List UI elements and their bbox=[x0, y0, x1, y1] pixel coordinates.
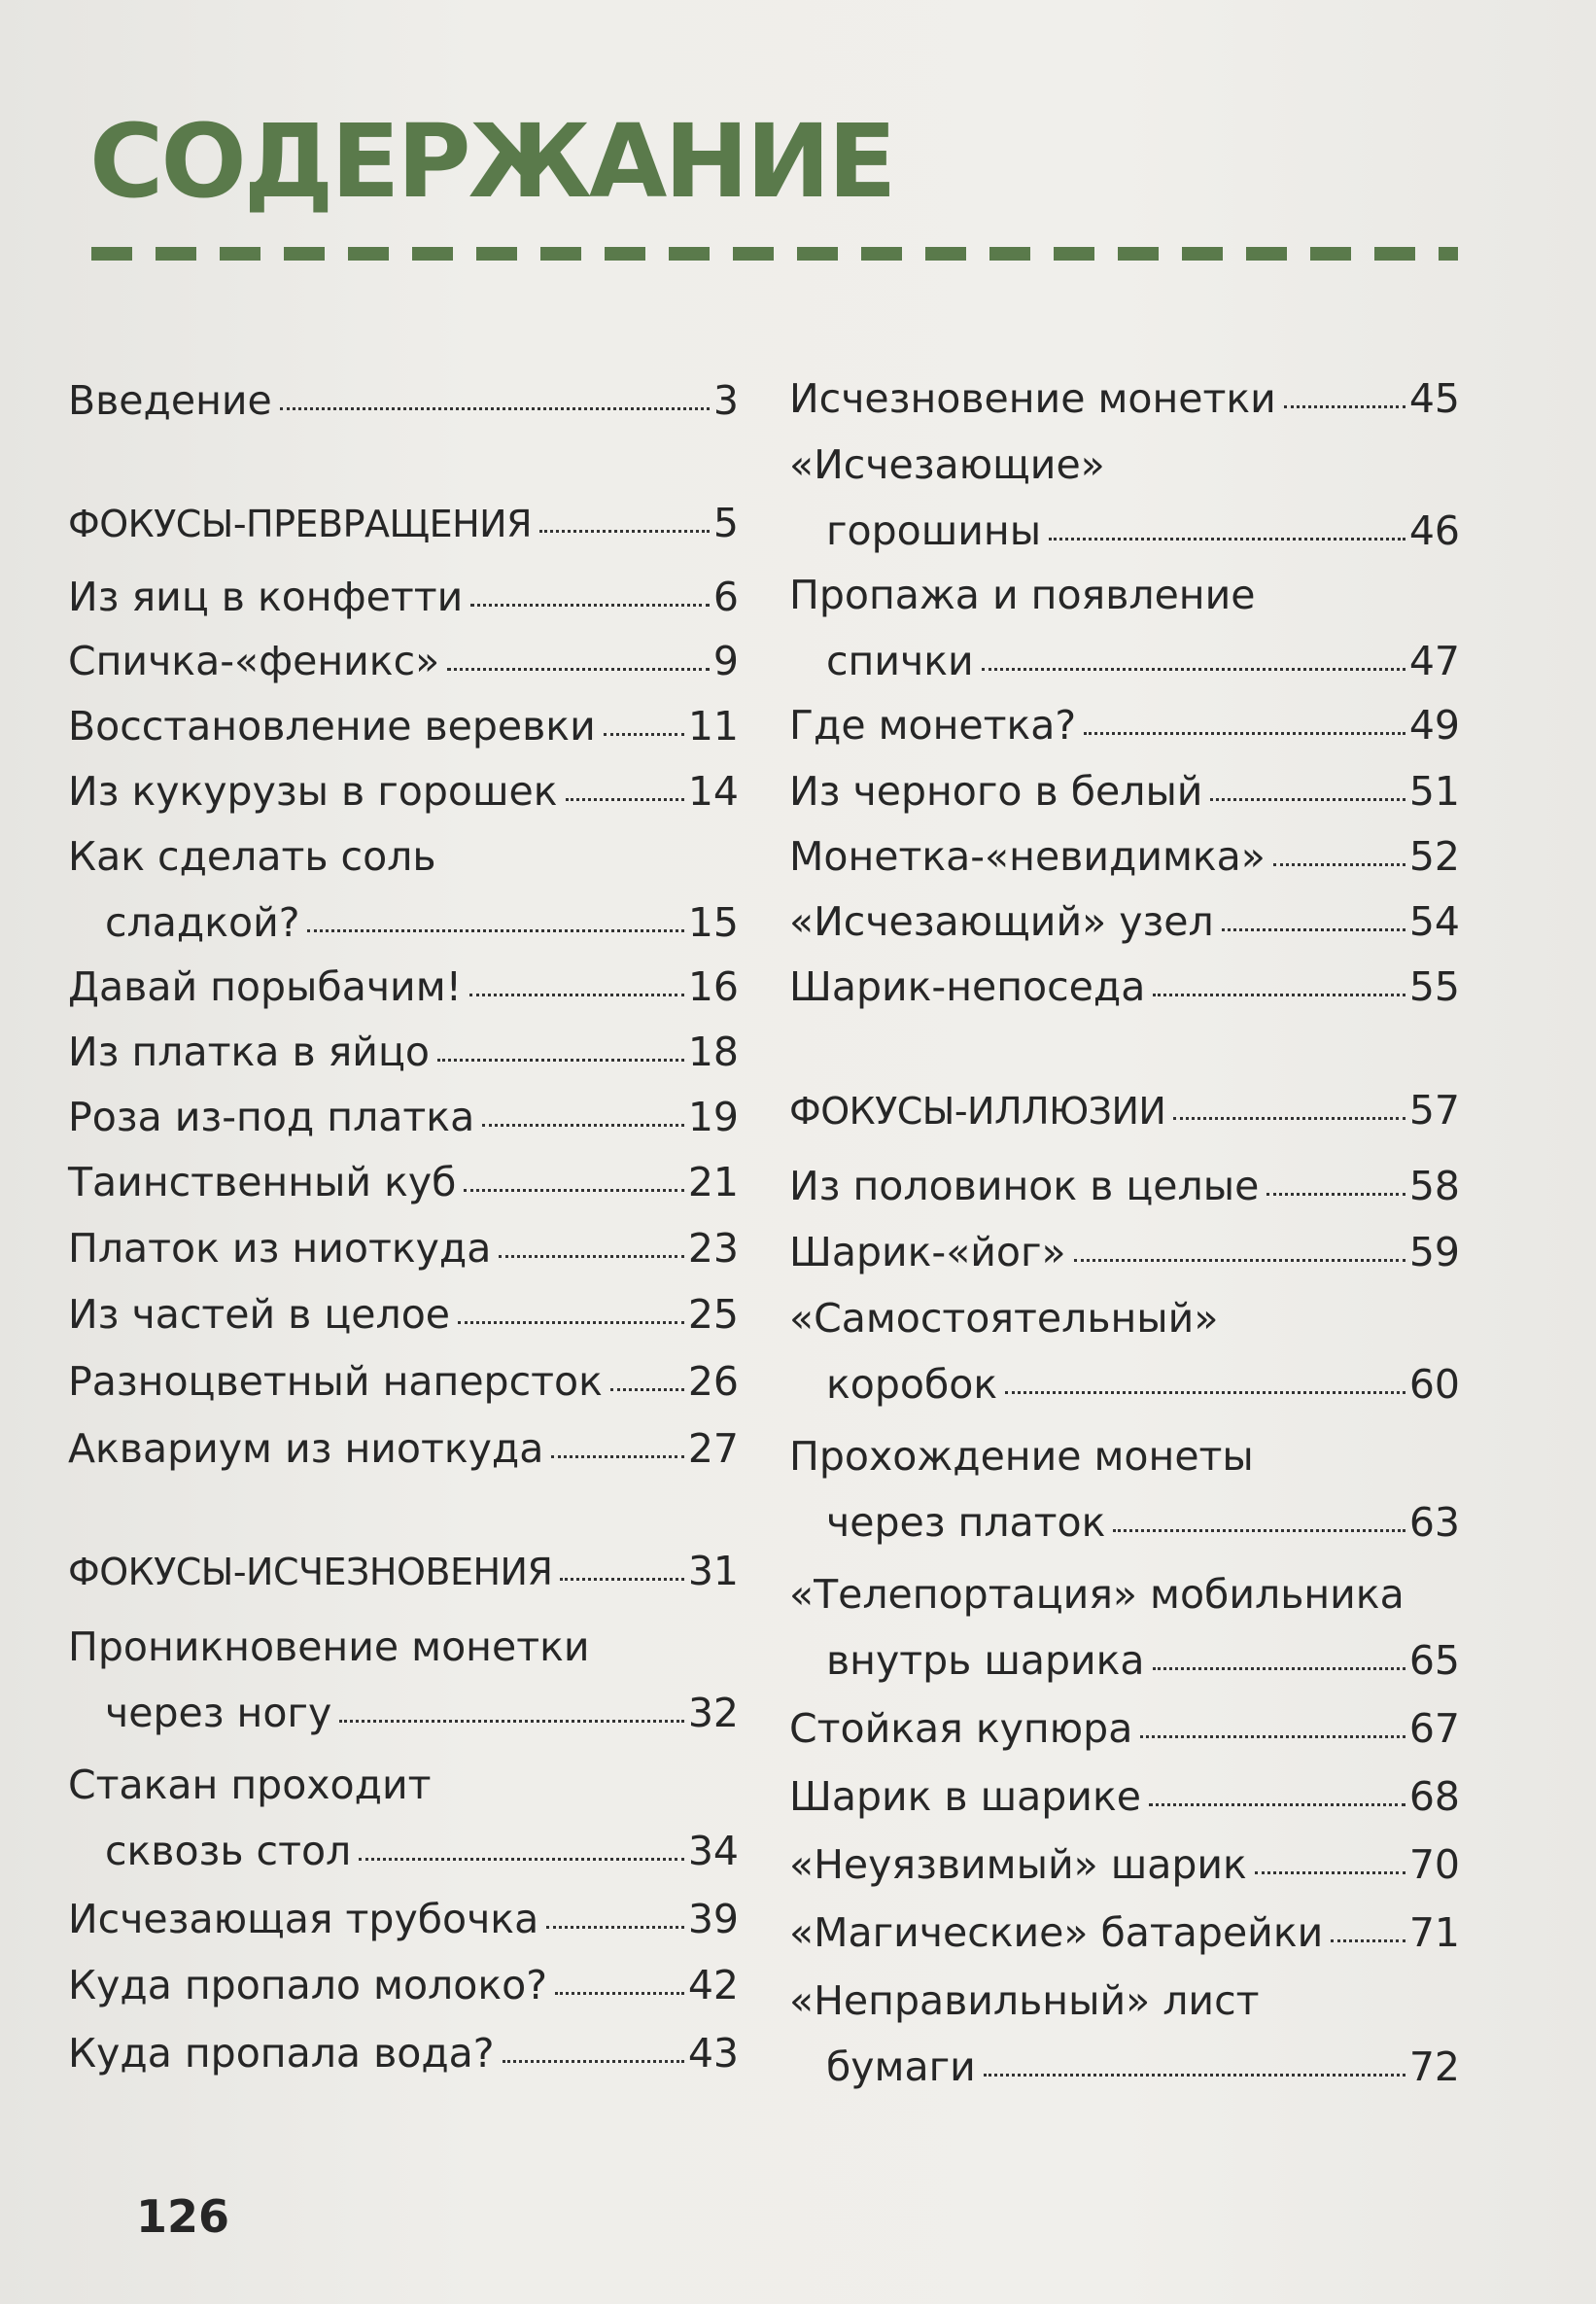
toc-page-number: 43 bbox=[687, 2030, 739, 2077]
toc-page-number: 65 bbox=[1408, 1637, 1460, 1684]
dot-leader bbox=[1084, 732, 1405, 735]
dot-leader bbox=[1149, 1803, 1405, 1806]
dot-leader bbox=[604, 733, 684, 736]
toc-entry-title: «Неуязвимый» шарик bbox=[789, 1841, 1247, 1888]
toc-page-number: 71 bbox=[1408, 1909, 1460, 1956]
toc-entry-line bbox=[789, 1839, 1460, 1890]
toc-entry-line bbox=[789, 1975, 1460, 2026]
toc-entry-line bbox=[68, 1223, 739, 1274]
toc-page-number: 21 bbox=[687, 1159, 739, 1205]
toc-entry bbox=[68, 961, 739, 1012]
dot-leader bbox=[469, 994, 684, 996]
dot-leader bbox=[458, 1321, 684, 1324]
dot-leader bbox=[437, 1059, 684, 1062]
dot-leader bbox=[339, 1720, 684, 1723]
toc-entry bbox=[789, 1975, 1460, 2092]
toc-section-heading bbox=[68, 1546, 739, 1597]
toc-page-number: 60 bbox=[1408, 1361, 1460, 1408]
toc-entry-title: «Неправильный» лист bbox=[789, 1977, 1260, 2024]
toc-page-number: 5 bbox=[712, 500, 739, 546]
toc-entry bbox=[68, 831, 739, 948]
dot-leader bbox=[610, 1388, 684, 1391]
dot-leader bbox=[551, 1455, 683, 1458]
toc-entry-line bbox=[68, 1622, 739, 1672]
dot-leader bbox=[1331, 1939, 1405, 1942]
toc-entry-line bbox=[68, 897, 739, 948]
dot-leader bbox=[482, 1124, 684, 1127]
toc-entry-line bbox=[789, 1431, 1460, 1482]
toc-page-number: 42 bbox=[687, 1962, 739, 2008]
toc-section-heading bbox=[68, 498, 739, 549]
toc-entry-line bbox=[68, 1289, 739, 1340]
toc-entry-line bbox=[789, 439, 1460, 490]
dot-leader bbox=[307, 929, 683, 932]
toc-entry bbox=[68, 766, 739, 817]
toc-entry bbox=[789, 1569, 1460, 1686]
dot-leader bbox=[1255, 1871, 1405, 1874]
toc-entry-title: Из платка в яйцо bbox=[68, 1029, 430, 1075]
toc-entry-line bbox=[68, 572, 739, 622]
toc-page-number: 45 bbox=[1408, 375, 1460, 422]
toc-entry-line bbox=[68, 1092, 739, 1142]
toc-entry bbox=[68, 1423, 739, 1474]
toc-entry-title: Введение bbox=[68, 377, 272, 424]
dot-leader bbox=[1049, 538, 1405, 541]
toc-entry-line bbox=[789, 1085, 1460, 1136]
toc-entry-title: «Магические» батарейки bbox=[789, 1909, 1324, 1956]
toc-entry bbox=[789, 1907, 1460, 1958]
toc-entry-line bbox=[789, 766, 1460, 817]
toc-entry-title: Шарик-«йог» bbox=[789, 1229, 1066, 1275]
toc-entry-title: Давай порыбачим! bbox=[68, 963, 463, 1010]
dot-leader bbox=[1273, 863, 1405, 866]
toc-page-number: 49 bbox=[1408, 702, 1460, 749]
toc-entry bbox=[789, 1293, 1460, 1410]
toc-page-number: 32 bbox=[687, 1690, 739, 1736]
dot-leader bbox=[1266, 1193, 1405, 1196]
toc-entry-title: Проникновение монетки bbox=[68, 1623, 590, 1670]
toc-page-number: 63 bbox=[1408, 1499, 1460, 1546]
toc-entry-title: Стойкая купюра bbox=[789, 1705, 1133, 1752]
toc-entry-line bbox=[68, 1760, 739, 1810]
toc-entry-title: Спичка-«феникс» bbox=[68, 638, 440, 684]
dot-leader bbox=[1173, 1117, 1405, 1120]
toc-entry bbox=[68, 572, 739, 622]
dot-leader bbox=[1153, 994, 1405, 996]
toc-entry-title: Из черного в белый bbox=[789, 768, 1203, 815]
toc-entry-line bbox=[789, 1569, 1460, 1620]
toc-page-number: 16 bbox=[687, 963, 739, 1010]
toc-entry-title: Роза из-под платка bbox=[68, 1094, 475, 1140]
toc-entry-title: ФОКУСЫ-ИЛЛЮЗИИ bbox=[789, 1090, 1166, 1133]
dot-leader bbox=[984, 2074, 1405, 2077]
toc-page-number: 25 bbox=[687, 1291, 739, 1338]
toc-entry bbox=[789, 896, 1460, 947]
toc-entry bbox=[789, 961, 1460, 1012]
toc-entry-title: Аквариум из ниоткуда bbox=[68, 1425, 544, 1472]
toc-entry bbox=[68, 375, 739, 426]
toc-page-number: 52 bbox=[1408, 833, 1460, 880]
toc-entry-title: сквозь стол bbox=[105, 1828, 352, 1874]
toc-entry-line bbox=[789, 1703, 1460, 1754]
toc-entry-title: «Исчезающий» узел bbox=[789, 898, 1214, 945]
toc-page-number: 11 bbox=[687, 703, 739, 750]
dot-leader bbox=[560, 1578, 683, 1581]
toc-page-number: 46 bbox=[1408, 507, 1460, 554]
toc-entry-title: Из половинок в целые bbox=[789, 1163, 1260, 1209]
dot-leader bbox=[503, 2060, 684, 2063]
dot-leader bbox=[1222, 928, 1405, 931]
toc-entry-line bbox=[789, 506, 1460, 556]
toc-entry-line bbox=[789, 1293, 1460, 1344]
toc-entry-line bbox=[789, 1227, 1460, 1277]
dot-leader bbox=[982, 668, 1405, 671]
toc-entry-title: Исчезающая трубочка bbox=[68, 1896, 539, 1942]
toc-page-number: 54 bbox=[1408, 898, 1460, 945]
toc-entry-title: Прохождение монеты bbox=[789, 1433, 1254, 1480]
toc-section-heading bbox=[789, 1085, 1460, 1136]
toc-entry bbox=[68, 1289, 739, 1340]
toc-entry-line bbox=[68, 701, 739, 751]
toc-page-number: 34 bbox=[687, 1828, 739, 1874]
toc-entry-title: Монетка-«невидимка» bbox=[789, 833, 1266, 880]
dot-leader bbox=[1074, 1259, 1405, 1262]
toc-entry bbox=[789, 1703, 1460, 1754]
toc-entry bbox=[789, 1431, 1460, 1548]
toc-page-number: 55 bbox=[1408, 963, 1460, 1010]
toc-entry-title: ФОКУСЫ-ИСЧЕЗНОВЕНИЯ bbox=[68, 1551, 553, 1593]
toc-entry bbox=[789, 700, 1460, 751]
toc-entry-line bbox=[789, 896, 1460, 947]
toc-entry bbox=[789, 1227, 1460, 1277]
toc-page-number: 59 bbox=[1408, 1229, 1460, 1275]
toc-entry-line bbox=[789, 961, 1460, 1012]
toc-page-number: 26 bbox=[687, 1358, 739, 1405]
toc-entry bbox=[68, 1157, 739, 1207]
toc-entry-title: Куда пропало молоко? bbox=[68, 1962, 547, 2008]
toc-page-number: 51 bbox=[1408, 768, 1460, 815]
toc-page-number: 23 bbox=[687, 1225, 739, 1272]
toc-page-number: 18 bbox=[687, 1029, 739, 1075]
toc-entry-line bbox=[789, 570, 1460, 620]
toc-entry-title: Как сделать соль bbox=[68, 833, 436, 880]
toc-entry bbox=[68, 2028, 739, 2078]
toc-entry-line bbox=[789, 2042, 1460, 2092]
toc-entry-title: Разноцветный наперсток bbox=[68, 1358, 603, 1405]
dot-leader bbox=[1284, 405, 1405, 408]
toc-page-number: 72 bbox=[1408, 2043, 1460, 2090]
dot-leader bbox=[470, 604, 710, 607]
toc-entry-line bbox=[789, 1635, 1460, 1686]
toc-entry-title: Шарик-непоседа bbox=[789, 963, 1146, 1010]
dot-leader bbox=[1153, 1667, 1405, 1670]
dot-leader bbox=[447, 668, 710, 671]
toc-page-number: 31 bbox=[687, 1548, 739, 1594]
toc-entry-title: горошины bbox=[826, 507, 1042, 554]
toc-entry bbox=[68, 1356, 739, 1407]
toc-page-number: 57 bbox=[1408, 1087, 1460, 1134]
toc-entry-line bbox=[789, 1359, 1460, 1410]
toc-entry-line bbox=[68, 1688, 739, 1738]
toc-entry-line bbox=[68, 1826, 739, 1876]
toc-entry-title: Где монетка? bbox=[789, 702, 1077, 749]
dot-leader bbox=[1113, 1529, 1405, 1532]
toc-entry bbox=[789, 1771, 1460, 1822]
toc-entry-title: через платок bbox=[826, 1499, 1106, 1546]
page-number: 126 bbox=[136, 2190, 230, 2243]
toc-entry-title: «Телепортация» мобильника bbox=[789, 1571, 1405, 1618]
toc-entry-title: Шарик в шарике bbox=[789, 1773, 1141, 1820]
dot-leader bbox=[1210, 798, 1405, 801]
toc-entry bbox=[789, 439, 1460, 556]
toc-entry bbox=[68, 1027, 739, 1077]
toc-entry-line bbox=[789, 831, 1460, 882]
dot-leader bbox=[280, 407, 710, 410]
toc-entry-line bbox=[68, 375, 739, 426]
toc-entry-title: спички bbox=[826, 638, 974, 684]
dot-leader bbox=[539, 530, 710, 533]
toc-entry-line bbox=[789, 700, 1460, 751]
dot-leader bbox=[499, 1255, 684, 1258]
toc-entry-line bbox=[789, 373, 1460, 424]
toc-entry-line bbox=[68, 1894, 739, 1944]
dashed-divider bbox=[91, 247, 1458, 261]
dot-leader bbox=[555, 1992, 684, 1995]
toc-entry bbox=[68, 701, 739, 751]
toc-entry-line bbox=[789, 1907, 1460, 1958]
toc-entry-line bbox=[68, 831, 739, 882]
toc-page-number: 14 bbox=[687, 768, 739, 815]
toc-entry bbox=[68, 1760, 739, 1876]
toc-entry-title: «Исчезающие» bbox=[789, 441, 1105, 488]
toc-entry-title: Таинственный куб bbox=[68, 1159, 457, 1205]
toc-page-number: 6 bbox=[712, 574, 739, 620]
toc-page-number: 70 bbox=[1408, 1841, 1460, 1888]
toc-page-number: 68 bbox=[1408, 1773, 1460, 1820]
toc-entry-line bbox=[789, 1161, 1460, 1211]
toc-entry bbox=[68, 1894, 739, 1944]
toc-page-number: 3 bbox=[712, 377, 739, 424]
toc-page-number: 58 bbox=[1408, 1163, 1460, 1209]
toc-entry-line bbox=[68, 1546, 739, 1597]
toc-page-number: 9 bbox=[712, 638, 739, 684]
toc-entry-title: коробок bbox=[826, 1361, 998, 1408]
toc-entry-title: «Самостоятельный» bbox=[789, 1295, 1219, 1342]
toc-entry bbox=[789, 570, 1460, 686]
toc-entry-title: сладкой? bbox=[105, 899, 300, 946]
toc-entry bbox=[68, 636, 739, 686]
toc-entry-title: Исчезновение монетки bbox=[789, 375, 1276, 422]
toc-entry bbox=[68, 1092, 739, 1142]
toc-entry bbox=[789, 373, 1460, 424]
toc-entry-title: Восстановление веревки bbox=[68, 703, 596, 750]
toc-entry-line bbox=[68, 1027, 739, 1077]
toc-entry-title: ФОКУСЫ-ПРЕВРАЩЕНИЯ bbox=[68, 503, 532, 545]
toc-entry-title: Из частей в целое bbox=[68, 1291, 451, 1338]
dot-leader bbox=[546, 1926, 684, 1929]
toc-entry bbox=[68, 1960, 739, 2010]
dot-leader bbox=[1005, 1391, 1405, 1394]
toc-entry bbox=[789, 1161, 1460, 1211]
toc-entry-title: бумаги bbox=[826, 2043, 976, 2090]
toc-entry-title: Стакан проходит bbox=[68, 1762, 432, 1808]
toc-page-number: 15 bbox=[687, 899, 739, 946]
toc-entry bbox=[68, 1622, 739, 1738]
toc-page-number: 47 bbox=[1408, 638, 1460, 684]
toc-entry-line bbox=[789, 636, 1460, 686]
toc-entry-line bbox=[68, 498, 739, 549]
toc-entry-line bbox=[68, 766, 739, 817]
toc-entry-line bbox=[68, 1423, 739, 1474]
toc-page-number: 19 bbox=[687, 1094, 739, 1140]
toc-entry-title: через ногу bbox=[105, 1690, 332, 1736]
toc-page-number: 39 bbox=[687, 1896, 739, 1942]
toc-entry-title: Из яиц в конфетти bbox=[68, 574, 464, 620]
toc-entry-line bbox=[789, 1771, 1460, 1822]
toc-entry-title: Пропажа и появление bbox=[789, 572, 1256, 618]
toc-entry-title: Куда пропала вода? bbox=[68, 2030, 495, 2077]
toc-entry bbox=[789, 831, 1460, 882]
toc-entry-title: Из кукурузы в горошек bbox=[68, 768, 558, 815]
toc-entry-line bbox=[789, 1497, 1460, 1548]
toc-entry-title: Платок из ниоткуда bbox=[68, 1225, 492, 1272]
dot-leader bbox=[1140, 1735, 1405, 1738]
toc-entry bbox=[68, 1223, 739, 1274]
toc-page-number: 67 bbox=[1408, 1705, 1460, 1752]
toc-page-number: 27 bbox=[687, 1425, 739, 1472]
toc-entry-line bbox=[68, 961, 739, 1012]
toc-entry-line bbox=[68, 1960, 739, 2010]
toc-entry-line bbox=[68, 636, 739, 686]
toc-entry bbox=[789, 1839, 1460, 1890]
toc-entry bbox=[789, 766, 1460, 817]
dot-leader bbox=[566, 798, 684, 801]
toc-entry-line bbox=[68, 2028, 739, 2078]
page-title: СОДЕРЖАНИЕ bbox=[89, 102, 894, 221]
dot-leader bbox=[359, 1858, 684, 1861]
toc-entry-line bbox=[68, 1157, 739, 1207]
toc-entry-title: внутрь шарика bbox=[826, 1637, 1145, 1684]
toc-entry-line bbox=[68, 1356, 739, 1407]
dot-leader bbox=[464, 1189, 683, 1192]
